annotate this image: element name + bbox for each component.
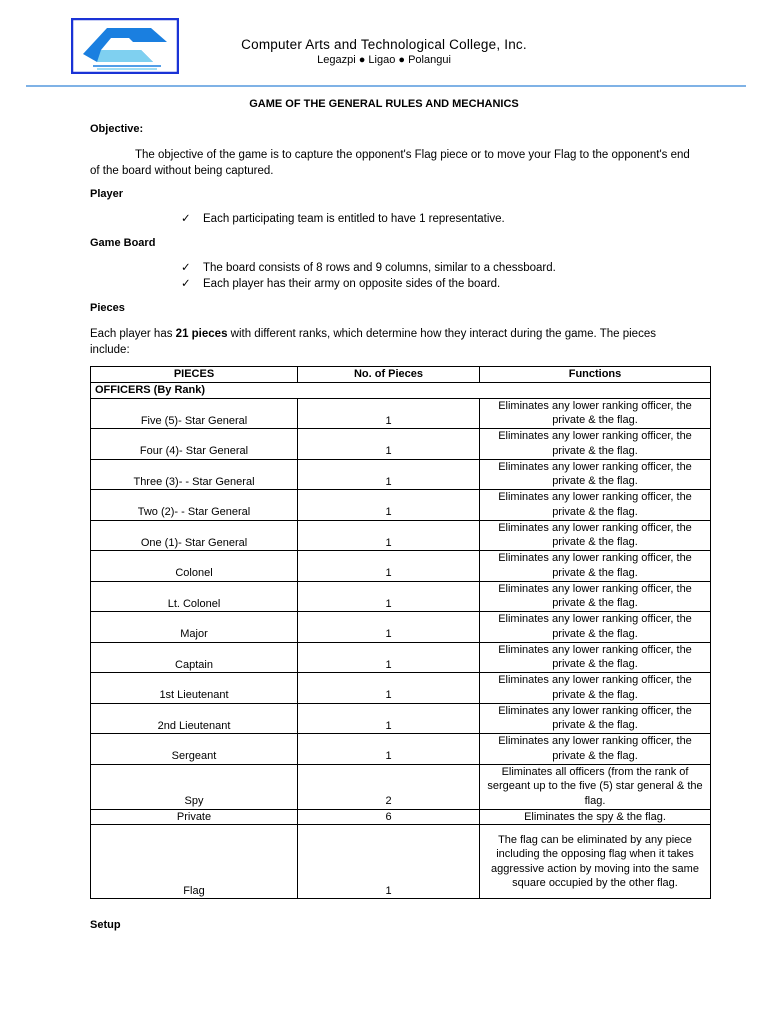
piece-function: Eliminates any lower ranking officer, the private & the flag. bbox=[480, 612, 711, 643]
intro-text: Each player has bbox=[90, 328, 176, 340]
piece-function: Eliminates any lower ranking officer, the private & the flag. bbox=[480, 551, 711, 582]
game-board-heading: Game Board bbox=[90, 237, 156, 249]
piece-name: Two (2)- - Star General bbox=[91, 490, 298, 521]
bullet-text: The board consists of 8 rows and 9 columns, similar to a chessboard. bbox=[203, 262, 556, 274]
campus-list: Legazpi ● Ligao ● Polangui bbox=[317, 54, 451, 66]
piece-name: Captain bbox=[91, 642, 298, 673]
piece-function: Eliminates any lower ranking officer, the private & the flag. bbox=[480, 673, 711, 704]
piece-function: Eliminates any lower ranking officer, the private & the flag. bbox=[480, 398, 711, 429]
table-body bbox=[91, 383, 711, 899]
table-row bbox=[91, 398, 711, 429]
piece-function: Eliminates the spy & the flag. bbox=[480, 809, 711, 825]
piece-count: 1 bbox=[298, 642, 480, 673]
piece-count: 1 bbox=[298, 612, 480, 643]
table-row bbox=[91, 809, 711, 825]
player-bullet bbox=[181, 211, 505, 227]
table-row bbox=[91, 825, 711, 899]
piece-count: 1 bbox=[298, 398, 480, 429]
table-row bbox=[91, 764, 711, 809]
piece-count: 1 bbox=[298, 703, 480, 734]
piece-count: 1 bbox=[298, 520, 480, 551]
piece-function: The flag can be eliminated by any piece including the opposing flag when it takes aggressive action by moving into the same square occupied by the other flag. bbox=[480, 825, 711, 899]
header-divider bbox=[26, 85, 746, 87]
college-logo bbox=[71, 18, 179, 74]
pieces-table bbox=[90, 366, 711, 899]
piece-name: Flag bbox=[91, 825, 298, 899]
piece-name: 1st Lieutenant bbox=[91, 673, 298, 704]
piece-count: 1 bbox=[298, 490, 480, 521]
column-header-count: No. of Pieces bbox=[298, 367, 480, 383]
piece-name: Major bbox=[91, 612, 298, 643]
intro-bold-count: 21 pieces bbox=[175, 328, 228, 340]
officers-section-label: OFFICERS (By Rank) bbox=[91, 383, 711, 399]
table-row bbox=[91, 642, 711, 673]
piece-name: Spy bbox=[91, 764, 298, 809]
piece-count: 2 bbox=[298, 764, 480, 809]
piece-count: 6 bbox=[298, 809, 480, 825]
player-heading: Player bbox=[90, 188, 124, 200]
table-row bbox=[91, 673, 711, 704]
game-board-bullet bbox=[181, 260, 556, 276]
table-row bbox=[91, 459, 711, 490]
table-row bbox=[91, 581, 711, 612]
piece-count: 1 bbox=[298, 734, 480, 765]
pieces-intro bbox=[90, 326, 690, 358]
column-header-pieces: PIECES bbox=[91, 367, 298, 383]
piece-function: Eliminates any lower ranking officer, the private & the flag. bbox=[480, 520, 711, 551]
column-header-functions: Functions bbox=[480, 367, 711, 383]
document-title: GAME OF THE GENERAL RULES AND MECHANICS bbox=[249, 98, 519, 110]
piece-name: Private bbox=[91, 809, 298, 825]
piece-function: Eliminates any lower ranking officer, the private & the flag. bbox=[480, 459, 711, 490]
piece-function: Eliminates all officers (from the rank of sergeant up to the five (5) star general & the flag. bbox=[480, 764, 711, 809]
table-row bbox=[91, 520, 711, 551]
pieces-heading: Pieces bbox=[90, 302, 125, 314]
college-name: Computer Arts and Technological College, Inc. bbox=[241, 37, 527, 52]
piece-count: 1 bbox=[298, 581, 480, 612]
piece-count: 1 bbox=[298, 459, 480, 490]
piece-name: Colonel bbox=[91, 551, 298, 582]
piece-count: 1 bbox=[298, 429, 480, 460]
section-row bbox=[91, 383, 711, 399]
checkmark-icon: ✓ bbox=[181, 278, 191, 290]
piece-count: 1 bbox=[298, 825, 480, 899]
bullet-text: Each participating team is entitled to have 1 representative. bbox=[203, 213, 505, 225]
checkmark-icon: ✓ bbox=[181, 213, 191, 225]
table-row bbox=[91, 429, 711, 460]
game-board-bullet bbox=[181, 276, 500, 292]
intro-text: with different ranks, which determine how they interact during the game. The pieces include: bbox=[90, 328, 656, 356]
table-row bbox=[91, 703, 711, 734]
piece-name: 2nd Lieutenant bbox=[91, 703, 298, 734]
piece-name: Three (3)- - Star General bbox=[91, 459, 298, 490]
piece-function: Eliminates any lower ranking officer, the private & the flag. bbox=[480, 642, 711, 673]
piece-name: Four (4)- Star General bbox=[91, 429, 298, 460]
piece-name: Five (5)- Star General bbox=[91, 398, 298, 429]
bullet-text: Each player has their army on opposite sides of the board. bbox=[203, 278, 501, 290]
piece-function: Eliminates any lower ranking officer, the private & the flag. bbox=[480, 429, 711, 460]
piece-name: Sergeant bbox=[91, 734, 298, 765]
piece-count: 1 bbox=[298, 673, 480, 704]
checkmark-icon: ✓ bbox=[181, 262, 191, 274]
table-row bbox=[91, 490, 711, 521]
piece-function: Eliminates any lower ranking officer, the private & the flag. bbox=[480, 703, 711, 734]
piece-name: One (1)- Star General bbox=[91, 520, 298, 551]
setup-heading: Setup bbox=[90, 919, 121, 931]
piece-function: Eliminates any lower ranking officer, the private & the flag. bbox=[480, 490, 711, 521]
piece-count: 1 bbox=[298, 551, 480, 582]
table-row bbox=[91, 551, 711, 582]
objective-text: The objective of the game is to capture the opponent's Flag piece or to move your Flag to the opponent's end of the board without being captured. bbox=[90, 149, 690, 177]
table-row bbox=[91, 734, 711, 765]
table-row bbox=[91, 612, 711, 643]
table-header-row bbox=[91, 367, 711, 383]
piece-function: Eliminates any lower ranking officer, the private & the flag. bbox=[480, 734, 711, 765]
piece-name: Lt. Colonel bbox=[91, 581, 298, 612]
piece-function: Eliminates any lower ranking officer, the private & the flag. bbox=[480, 581, 711, 612]
objective-heading: Objective: bbox=[90, 123, 144, 135]
objective-paragraph bbox=[90, 147, 690, 179]
